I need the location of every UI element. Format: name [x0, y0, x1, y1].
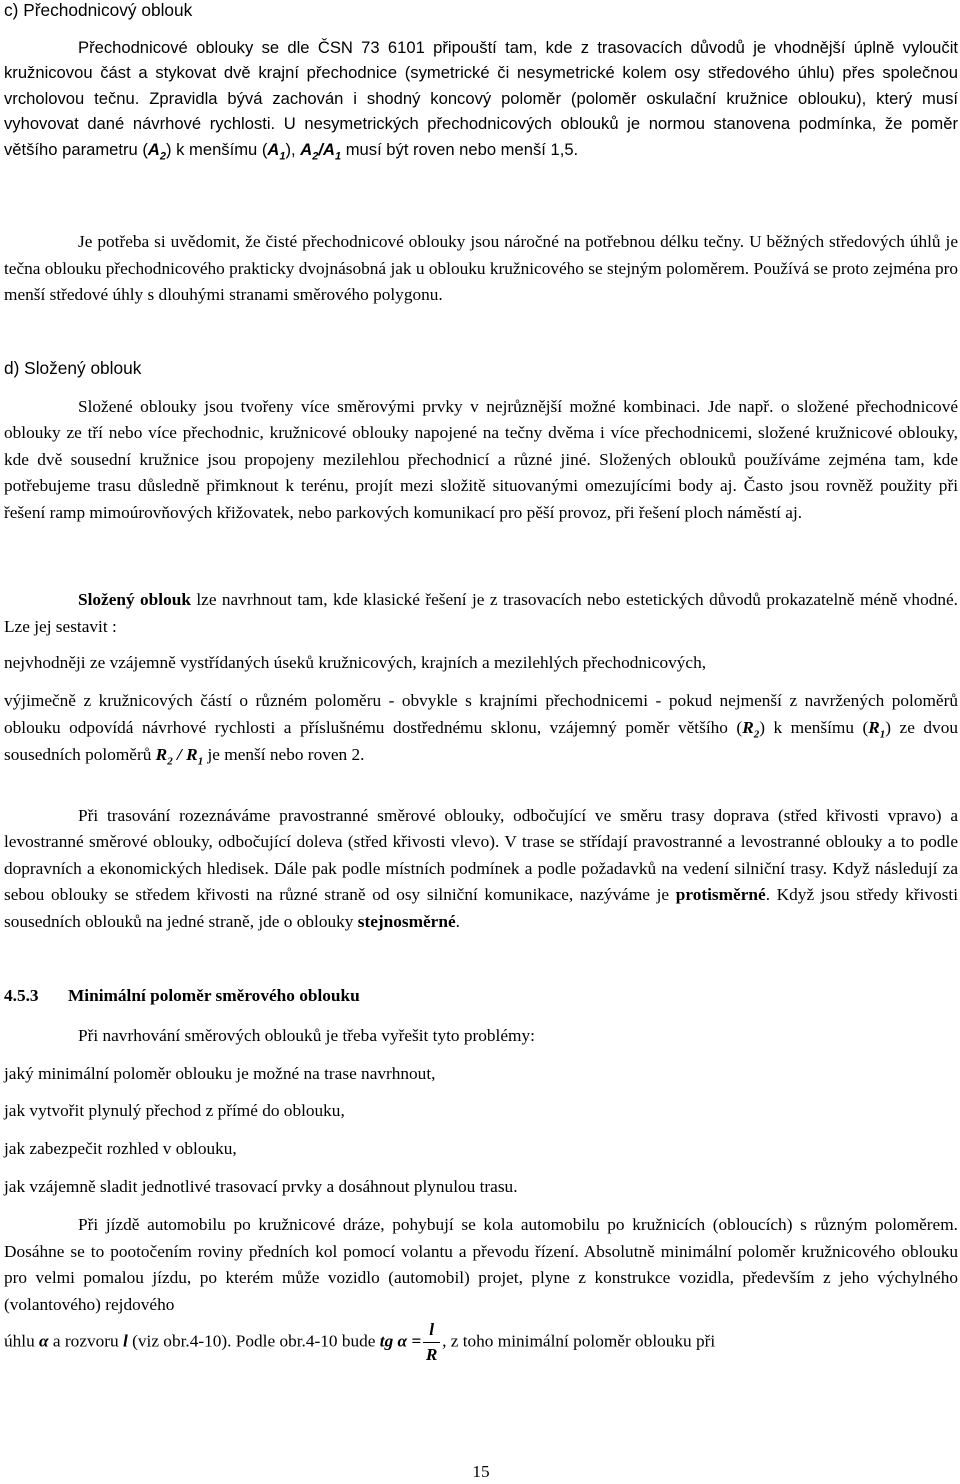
- section-4-5-3-heading: [4, 983, 360, 1008]
- formula-fraction: [423, 1318, 440, 1367]
- list-item: jaký minimální poloměr oblouku je možné na trase navrhnout,: [4, 1064, 436, 1083]
- section-c-paragraph-2: Je potřeba si uvědomit, že čisté přechodnicové oblouky jsou náročné na potřebnou délku tečny. U běžných středových úhlů je tečna oblouku přechodnicového prakticky dvojnásobná jak u oblouku kružnicového se stejným poloměrem. Používá se proto zejména pro menší středové úhly s dlouhými stranami směrového polygonu.: [4, 232, 958, 304]
- section-d-heading: d) Složený oblouk: [4, 358, 142, 378]
- section-d-paragraph-1: Složené oblouky jsou tvořeny více směrovými prvky v nejrůznější možné kombinaci. Jde např. o složené přechodnicové oblouky ze tří nebo více přechodnic, kružnicové oblouky napojené na tečny dvěma i více přechodnicemi, složené kružnicové oblouky, kde dvě sousední kružnice jsou propojeny mezilehlou přechodnicí a různé jiné. Složených oblouků používáme zejména tam, kde potřebujeme trasu důsledně přimknout k terénu, projít mezi složitě situovanými omezujícími body aj. Často jsou rovněž použity při řešení ramp mimoúrovňových křižovatek, nebo parkových komunikací pro pěší provoz, při řešení ploch náměstí aj.: [4, 397, 958, 522]
- section-4-5-3-intro: Při navrhování směrových oblouků je třeba vyřešit tyto problémy:: [78, 1026, 535, 1045]
- section-c-heading: c) Přechodnicový oblouk: [4, 0, 193, 20]
- section-title: Minimální poloměr směrového oblouku: [68, 986, 360, 1005]
- formula-tg: tg α =: [379, 1331, 422, 1351]
- section-d-paragraph-4: Při trasování rozeznáváme pravostranné směrové oblouky, odbočující ve směru trasy doprava (střed křivosti vpravo) a levostranné směrové oblouky, odbočující doleva (střed křivosti vlevo). V trase se střídají pravostranné a levostranné oblouky a to podle dopravních a ekonomických hledisek. Dále pak podle místních podmínek a podle požadavků na vedení silniční trasy. Když následují za sebou oblouky se středem křivosti na různé straně od osy silniční komunikace, nazýváme je protisměrné. Když jsou středy křivosti sousedních oblouků na jedné straně, jde o oblouky stejnosměrné.: [4, 806, 958, 931]
- section-d-paragraph-2: Složený oblouk lze navrhnout tam, kde klasické řešení je z trasovacích nebo estetických důvodů prokazatelně méně vhodné. Lze jej sestavit :: [4, 590, 958, 636]
- page-number: 15: [472, 1462, 490, 1481]
- list-item: jak vzájemně sladit jednotlivé trasovací prvky a dosáhnout plynulou trasu.: [4, 1177, 518, 1196]
- alpha-symbol: α: [39, 1331, 49, 1351]
- section-d-paragraph-3: výjimečně z kružnicových částí o různém poloměru - obvykle s krajními přechodnicemi - pokud nejmenší z navržených poloměrů oblouku odpovídá návrhové rychlosti a příslušnému dostřednému sklonu, vzájemný poměr většího $(R_2)$ k menšímu $(R_1)$ ze dvou sousedních poloměrů $R_2 / R_1$ je menší nebo roven 2.: [4, 691, 958, 768]
- section-d-list-line-1: nejvhodněji ze vzájemně vystřídaných úseků kružnicových, krajních a mezilehlých přechodnicových,: [4, 653, 707, 672]
- fraction-numerator: l: [423, 1318, 440, 1343]
- section-number: 4.5.3: [4, 986, 39, 1005]
- formula-line: úhlu α a rozvoru l (viz obr.4-10). Podle obr.4-10 bude tg α = $\frac{l}{R}$ , z toho minimální poloměr oblouku při: [4, 1318, 958, 1378]
- section-c-paragraph-1: Přechodnicové oblouky se dle ČSN 73 6101 připouští tam, kde z trasovacích důvodů je vhodnější úplně vyloučit kružnicovou část a stykovat dvě krajní přechodnice (symetrické či nesymetrické kolem osy středového úhlu) přes společnou vrcholovou tečnu. Zpravidla bývá zachován i shodný koncový poloměr (poloměr oskulační kružnice oblouku), který musí vyhovovat dané návrhové rychlosti. U nesymetrických přechodnicových oblouků je normou stanovena podmínka, že poměr většího parametru $(A_2)$ k menšímu $(A_1)$, $A_2/A_1$ musí být roven nebo menší 1,5.: [4, 38, 958, 162]
- list-item: jak zabezpečit rozhled v oblouku,: [4, 1139, 237, 1158]
- section-4-5-3-paragraph: Při jízdě automobilu po kružnicové dráze, pohybují se kola automobilu po kružnicích (obloucích) s různým poloměrem. Dosáhne se to pootočením roviny předních kol pomocí volantu a převodu řízení. Absolutně minimální poloměr kružnicového oblouku pro velmi pomalou jízdu, po kterém může vozidlo (automobil) projet, plyne z konstrukce vozidla, především z jeho výchylného (volantového) rejdového: [4, 1215, 958, 1314]
- fraction-denominator: R: [425, 1345, 438, 1364]
- list-item: jak vytvořit plynulý přechod z přímé do oblouku,: [4, 1101, 345, 1120]
